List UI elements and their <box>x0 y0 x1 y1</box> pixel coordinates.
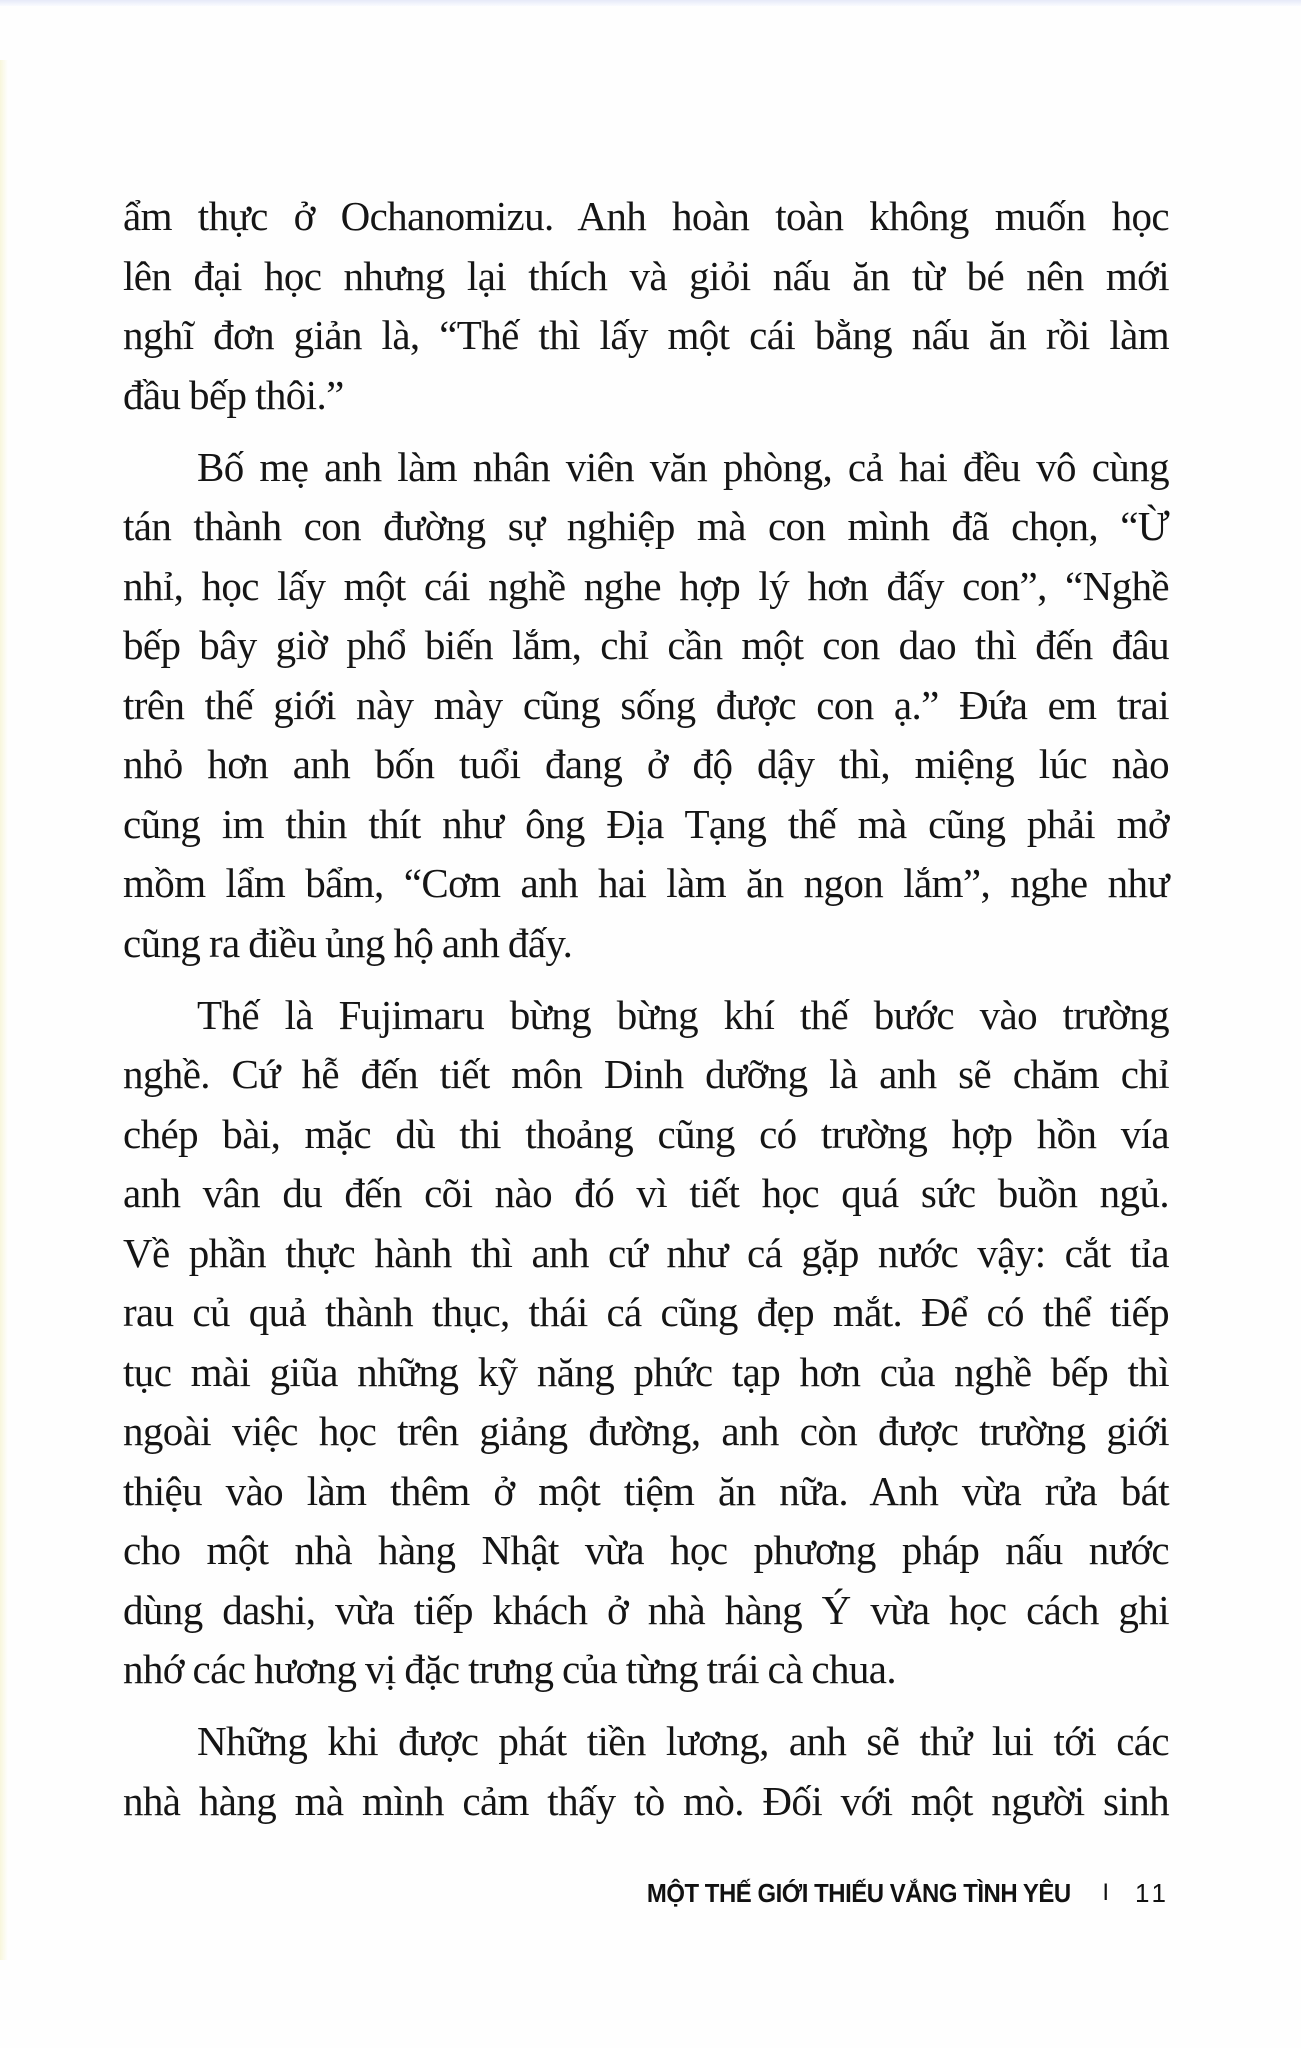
text-line: tục mài giũa những kỹ năng phức tạp hơn của nghề bếp thì <box>123 1348 1169 1395</box>
text-line: tán thành con đường sự nghiệp mà con mình đã chọn, “Ừ <box>123 503 1169 549</box>
paragraph <box>123 1712 1169 1831</box>
page-top-edge <box>0 0 1301 6</box>
text-line: trên thế giới này mày cũng sống được con ạ.” Đứa em trai <box>123 681 1169 728</box>
text-line: Về phần thực hành thì anh cứ như cá gặp nước vậy: cắt tỉa <box>123 1229 1169 1276</box>
text-line: thiệu vào làm thêm ở một tiệm ăn nữa. Anh vừa rửa bát <box>123 1467 1169 1514</box>
footer-separator: I <box>1102 1879 1109 1906</box>
text-line: nhỉ, học lấy một cái nghề nghe hợp lý hơn đấy con”, “Nghề <box>123 562 1169 609</box>
text-line: cho một nhà hàng Nhật vừa học phương pháp nấu nước <box>123 1527 1169 1573</box>
text-line: rau củ quả thành thục, thái cá cũng đẹp mắt. Để có thể tiếp <box>123 1289 1169 1335</box>
text-line: nhà hàng mà mình cảm thấy tò mò. Đối với một người sinh <box>123 1777 1169 1824</box>
text-line: anh vân du đến cõi nào đó vì tiết học quá sức buồn ngủ. <box>123 1170 1169 1216</box>
text-line: Bố mẹ anh làm nhân viên văn phòng, cả hai đều vô cùng <box>197 443 1169 490</box>
book-page-body <box>123 187 1169 1844</box>
text-line: ẩm thực ở Ochanomizu. Anh hoàn toàn không muốn học <box>123 193 1169 239</box>
page-number: 11 <box>1135 1877 1170 1908</box>
text-line: nghĩ đơn giản là, “Thế thì lấy một cái bằng nấu ăn rồi làm <box>123 312 1169 358</box>
paragraph <box>123 187 1169 425</box>
text-line: cũng ra điều ủng hộ anh đấy. <box>123 919 573 966</box>
text-line: nhỏ hơn anh bốn tuổi đang ở độ dậy thì, miệng lúc nào <box>123 741 1169 787</box>
paragraph <box>123 438 1169 974</box>
text-line: ngoài việc học trên giảng đường, anh còn được trường giới <box>123 1408 1169 1454</box>
text-line: lên đại học nhưng lại thích và giỏi nấu ăn từ bé nên mới <box>123 252 1169 299</box>
text-line: Thế là Fujimaru bừng bừng khí thế bước vào trường <box>197 991 1169 1038</box>
text-line: nhớ các hương vị đặc trưng của từng trái cà chua. <box>123 1646 897 1692</box>
book-title: MỘT THẾ GIỚI THIẾU VẮNG TÌNH YÊU <box>646 1877 1071 1908</box>
text-line: cũng im thin thít như ông Địa Tạng thế mà cũng phải mở <box>123 800 1169 847</box>
text-line: nghề. Cứ hễ đến tiết môn Dinh dưỡng là anh sẽ chăm chỉ <box>123 1051 1169 1097</box>
text-line: mồm lẩm bẩm, “Cơm anh hai làm ăn ngon lắm”, nghe như <box>123 860 1169 906</box>
running-footer <box>494 1878 1170 1908</box>
text-line: chép bài, mặc dù thi thoảng cũng có trường hợp hồn vía <box>123 1110 1169 1157</box>
text-line: dùng dashi, vừa tiếp khách ở nhà hàng Ý vừa học cách ghi <box>123 1586 1169 1633</box>
text-line: bếp bây giờ phổ biến lắm, chỉ cần một con dao thì đến đâu <box>123 622 1169 668</box>
page-left-edge <box>0 60 8 1960</box>
paragraph <box>123 986 1169 1700</box>
text-line: đầu bếp thôi.” <box>123 371 344 418</box>
text-line: Những khi được phát tiền lương, anh sẽ thử lui tới các <box>197 1718 1169 1764</box>
